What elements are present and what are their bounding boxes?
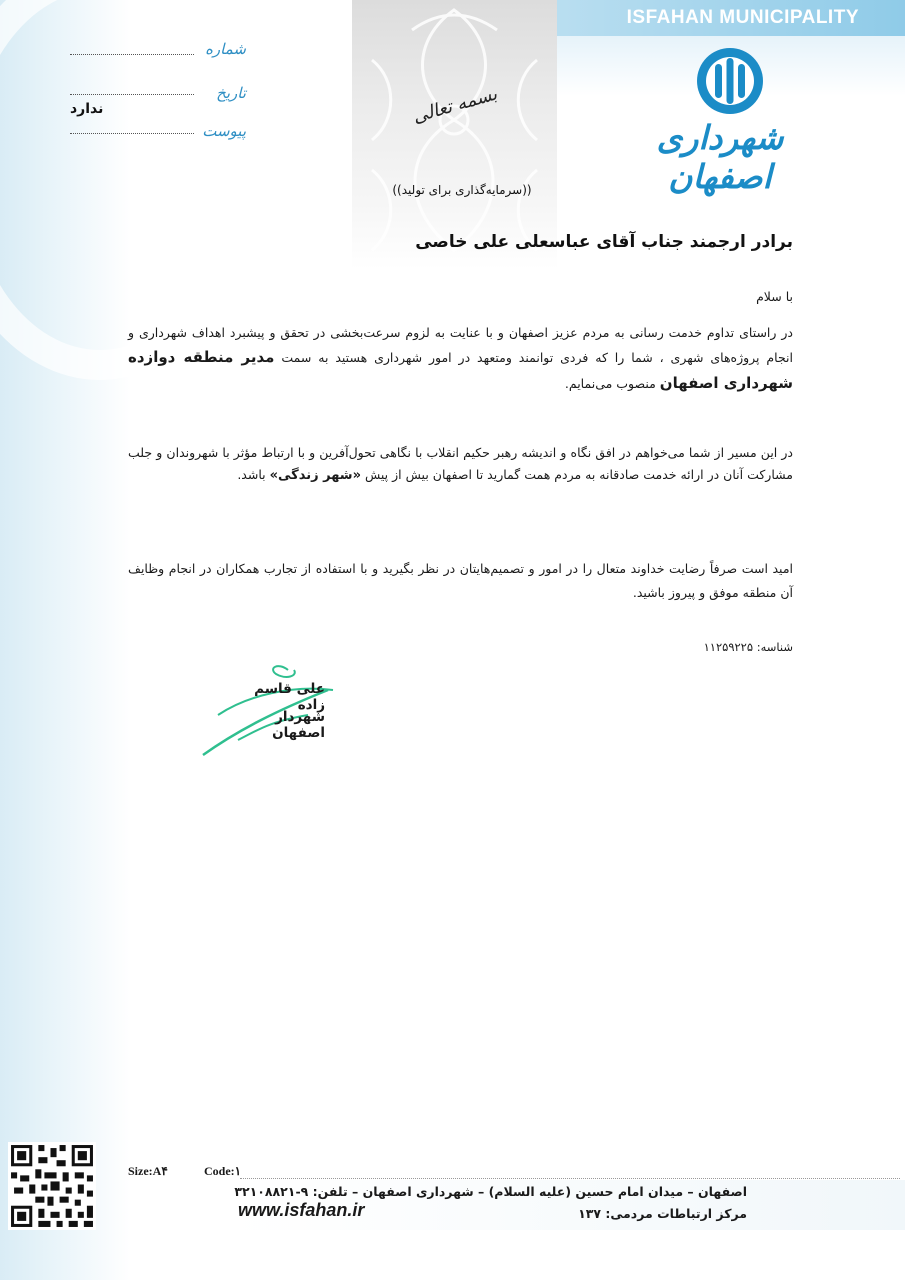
- date-label: تاریخ: [216, 84, 246, 102]
- recipient-line: برادر ارجمند جناب آقای عباسعلی علی خاصی: [415, 232, 793, 252]
- arabesque-pattern-icon: [352, 0, 557, 270]
- signer-name: علی قاسم زاده: [254, 681, 325, 713]
- logo-text: شهرداری اصفهان: [656, 118, 784, 196]
- paragraph-2-end: باشد.: [237, 466, 266, 482]
- city-of-life: «شهر زندگی»: [269, 467, 361, 483]
- bismillah: بسمه تعالی: [410, 83, 500, 128]
- appointment-title: مدیر منطقه دوازده شهرداری اصفهان: [128, 347, 793, 393]
- document-id: شناسه: ۱۱۲۵۹۲۲۵: [703, 640, 793, 654]
- paragraph-2-text: در این مسیر از شما می‌خواهم در افق نگاه و اندیشه رهبر حکیم انقلاب با نگاهی تحول‌آفرین و با ارتباط مؤثر با شهروندان و جلب مشارکت آنان در ارائه خدمت صادقانه به مردم همت گمارید تا اصفهان بیش از پیش: [128, 445, 793, 482]
- paragraph-3: امید است صرفاً رضایت خداوند متعال را در امور و تصمیم‌هایتان در نظر بگیرید و با استفاده از تجارب همکاران در انجام وظایف آن منطقه موفق و پیروز باشید.: [128, 561, 793, 601]
- paragraph-2: [128, 442, 793, 488]
- municipality-logo-icon: [693, 44, 767, 118]
- date-line: [70, 94, 194, 95]
- greeting: با سلام: [756, 289, 793, 304]
- paragraph-1: [128, 322, 793, 396]
- number-line: [70, 54, 194, 55]
- attachment-line: [70, 133, 194, 134]
- paragraph-1-text: در راستای تداوم خدمت رسانی به مردم عزیز اصفهان و با عنایت به لزوم سرعت‌بخشی در تحقق و پیشبرد اهداف شهرداری و انجام پروژه‌های شهری ، شما را که فردی توانمند ومتعهد در امور شهرداری هستید به سمت: [128, 325, 794, 365]
- signer-title: شهردار اصفهان: [272, 709, 325, 741]
- public-relations-center: مرکز ارتباطات مردمی: ۱۳۷: [578, 1206, 747, 1221]
- footer-divider: [240, 1178, 900, 1179]
- left-decorative-strip: [0, 0, 130, 1280]
- arabesque-ornament: [352, 0, 557, 270]
- slogan: ((سرمایه‌گذاری برای تولید)): [392, 183, 532, 197]
- footer-address: اصفهان – میدان امام حسین (علیه السلام) – شهرداری اصفهان – تلفن: ۹-۳۲۱۰۸۸۲۱: [234, 1184, 747, 1199]
- attachment-label: پیوست: [202, 122, 246, 140]
- header-band: [557, 0, 905, 36]
- paragraph-1-end: منصوب می‌نمایم.: [564, 376, 656, 392]
- website-link[interactable]: www.isfahan.ir: [238, 1200, 365, 1220]
- paper-size-label: Size:A۴: [128, 1164, 168, 1178]
- code-label: Code:۱: [204, 1164, 242, 1178]
- number-label: شماره: [205, 40, 246, 58]
- qr-code-icon: [8, 1142, 96, 1230]
- brand-name-en: ISFAHAN MUNICIPALITY: [626, 7, 859, 28]
- attachment-value: ندارد: [70, 101, 104, 117]
